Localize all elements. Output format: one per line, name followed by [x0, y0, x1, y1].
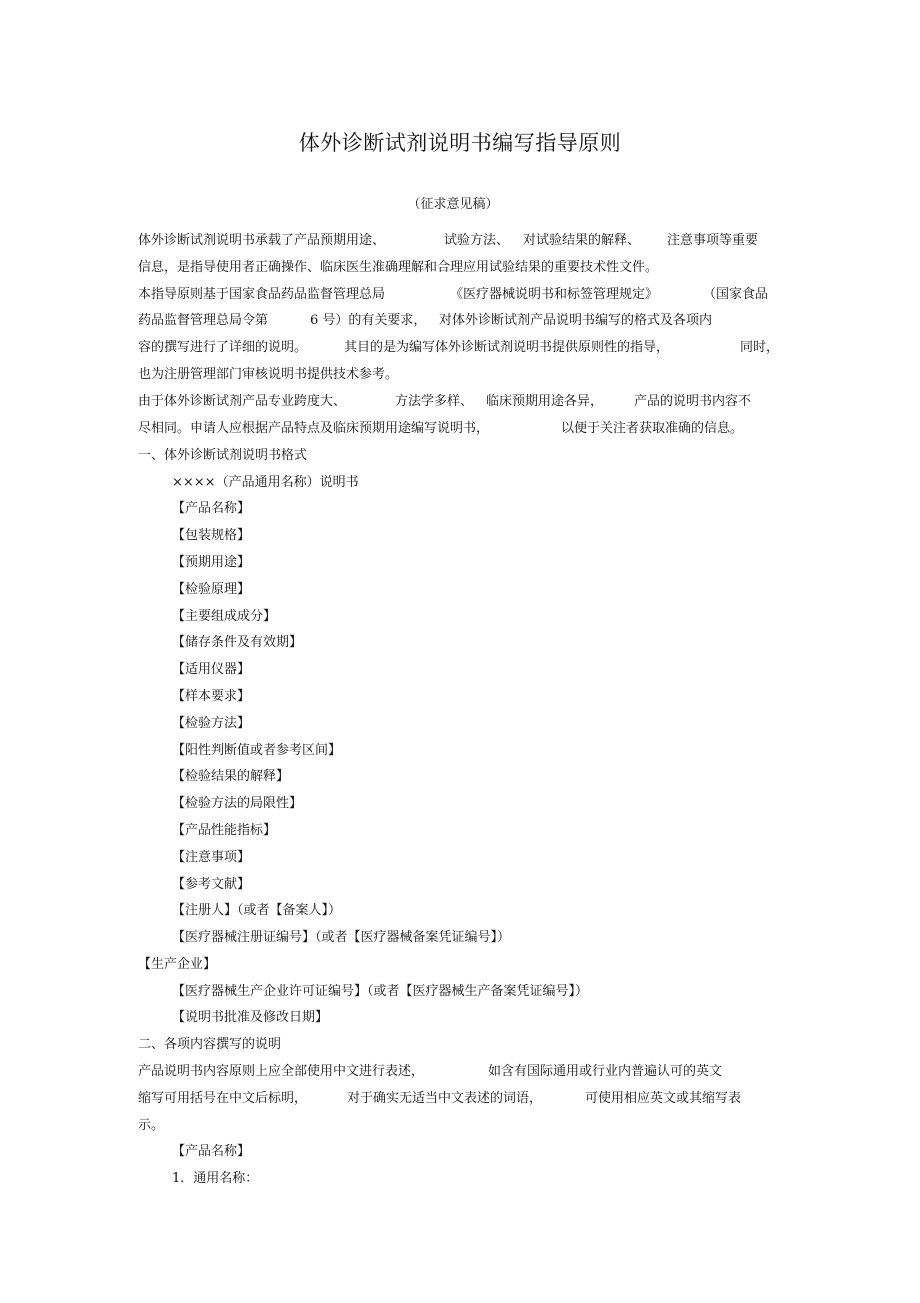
- format-item: 【检验方法的局限性】: [172, 796, 303, 811]
- text-segment: 本指导原则基于国家食品药品监督管理总局: [138, 287, 386, 302]
- numbered-item: 1．通用名称：: [172, 1171, 259, 1186]
- text-segment: 产品的说明书内容不: [634, 394, 752, 409]
- format-item: 【样本要求】: [172, 689, 251, 704]
- section-1-heading: 一、体外诊断试剂说明书格式: [138, 448, 308, 463]
- text-segment: 以便于关注者获取准确的信息。: [561, 421, 744, 436]
- format-title: ××××（产品通用名称）说明书: [172, 475, 359, 490]
- text-segment: 对于确实无适当中文表述的词语，: [347, 1091, 543, 1106]
- format-item: 【包装规格】: [172, 528, 251, 543]
- format-item: 【检验方法】: [172, 716, 251, 731]
- format-item: 【医疗器械生产企业许可证编号】（或者【医疗器械生产备案凭证编号】）: [172, 984, 589, 999]
- text-segment: 可使用相应英文或其缩写表: [585, 1091, 742, 1106]
- format-item: 【储存条件及有效期】: [172, 635, 303, 650]
- format-item: 【注意事项】: [172, 850, 251, 865]
- section-2-heading: 二、各项内容撰写的说明: [138, 1037, 282, 1052]
- text-segment: 也为注册管理部门审核说明书提供技术参考。: [138, 367, 399, 382]
- format-item: 【注册人】（或者【备案人】）: [172, 903, 342, 918]
- text-segment: 容的撰写进行了详细的说明。: [138, 340, 308, 355]
- document-subtitle: （征求意见稿）: [407, 197, 499, 212]
- document-title: 体外诊断试剂说明书编写指导原则: [298, 131, 622, 155]
- text-segment: 《医疗器械说明书和标签管理规定》: [450, 287, 659, 302]
- text-segment: 临床预期用途各异，: [486, 394, 604, 409]
- text-segment: 对体外诊断试剂产品说明书编写的格式及各项内: [439, 313, 713, 328]
- text-segment: 信息，是指导使用者正确操作、临床医生准确理解和合理应用试验结果的重要技术性文件。: [138, 260, 659, 275]
- text-segment: 试验方法、: [444, 233, 510, 248]
- text-segment: 对试验结果的解释、: [523, 233, 641, 248]
- text-segment: 示。: [138, 1118, 165, 1133]
- text-segment: 缩写可用括号在中文后标明，: [138, 1091, 308, 1106]
- text-segment: 6 号）的有关要求，: [310, 313, 427, 328]
- format-item-manufacturer: 【生产企业】: [138, 957, 217, 972]
- text-segment: 方法学多样、: [395, 394, 474, 409]
- format-item: 【主要组成成分】: [172, 609, 277, 624]
- format-item: 【说明书批准及修改日期】: [172, 1010, 329, 1025]
- text-segment: （国家食品: [703, 287, 769, 302]
- format-item: 【产品名称】: [172, 501, 251, 516]
- text-segment: 其目的是为编写体外诊断试剂说明书提供原则性的指导，: [344, 340, 670, 355]
- text-segment: 药品监督管理总局令第: [138, 313, 269, 328]
- format-item: 【参考文献】: [172, 877, 251, 892]
- text-segment: 注意事项等重要: [667, 233, 759, 248]
- format-item: 【检验结果的解释】: [172, 769, 290, 784]
- text-segment: 体外诊断试剂说明书承载了产品预期用途、: [138, 233, 386, 248]
- text-segment: 尽相同。申请人应根据产品特点及临床预期用途编写说明书，: [138, 421, 490, 436]
- format-item: 【适用仪器】: [172, 662, 251, 677]
- format-item: 【预期用途】: [172, 555, 251, 570]
- text-segment: 如含有国际通用或行业内普遍认可的英文: [488, 1064, 723, 1079]
- format-item: 【产品性能指标】: [172, 823, 277, 838]
- text-segment: 由于体外诊断试剂产品专业跨度大、: [138, 394, 347, 409]
- text-segment: 同时，: [740, 340, 780, 355]
- format-item: 【医疗器械注册证编号】（或者【医疗器械备案凭证编号】）: [172, 930, 511, 945]
- format-item: 【阳性判断值或者参考区间】: [172, 743, 342, 758]
- format-item: 【检验原理】: [172, 582, 251, 597]
- format-item: 【产品名称】: [172, 1144, 251, 1159]
- text-segment: 产品说明书内容原则上应全部使用中文进行表述，: [138, 1064, 425, 1079]
